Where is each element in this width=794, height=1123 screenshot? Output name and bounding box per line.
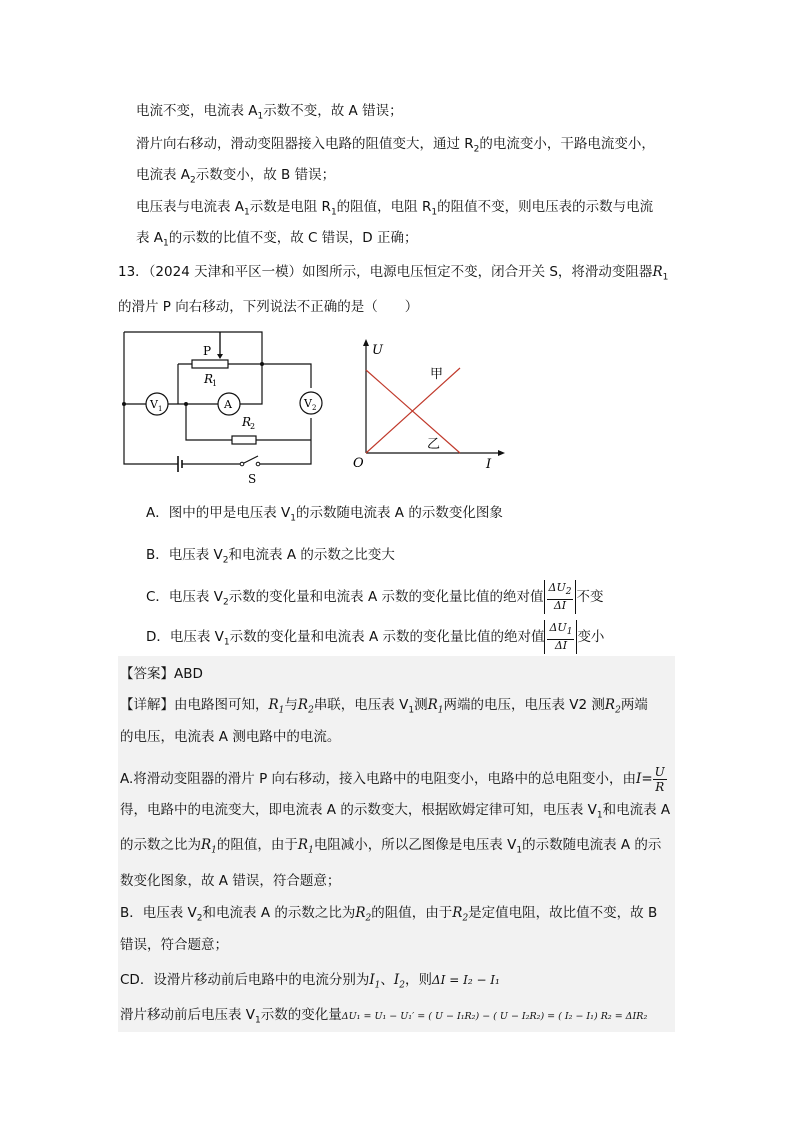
origin-label: O [353, 456, 364, 471]
question-line-2: 的滑片 P 向右移动，下列说法不正确的是（ ） [118, 299, 419, 315]
axis-u-label: U [372, 343, 383, 358]
question-line-1: 13．（2024 天津和平区一模）如图所示，电源电压恒定不变，闭合开关 S，将滑动变阻器$R_1$ [118, 264, 669, 283]
ui-graph [350, 338, 510, 473]
option-b: B．电压表 $V_2$和电流表 A 的示数之比变大 [146, 547, 395, 566]
prev-line-1: 电流不变，电流表 $A_1$示数不变，故 A 错误； [136, 103, 403, 122]
detail-a-line-4: 数变化图象，故 A 错误，符合题意； [120, 873, 341, 889]
detail-a-line-1: A.将滑动变阻器的滑片 P 向右移动，接入电路中的电阻变小，电路中的总电阻变小，由I= $\frac{U}{R}$ [120, 764, 665, 794]
rheostat-r1 [192, 360, 228, 368]
prev-line-3: 电流表 $A_2$示数变小，故 B 错误； [136, 167, 336, 186]
detail-a-line-2: 得，电路中的电流变大，即电流表 A 的示数变大，根据欧姆定律可知，电压表 $V_1$和电流表 A [120, 802, 671, 821]
resistor-r2 [232, 436, 256, 444]
axis-i-label: I [486, 457, 492, 472]
switch-label: S [248, 472, 257, 486]
v1-sub: 1 [158, 405, 163, 413]
detail-line-1: 【详解】由电路图可知，$R_1$与$R_2$串联，电压表 $V_1$测$R_1$两端的电压，电压表 V2 测$R_2$两端 [120, 697, 648, 716]
circuit-diagram [118, 328, 328, 488]
abs-fraction-c: $\frac{\Delta U_2}{\Delta I}$ [544, 580, 577, 614]
detail-b-line-2: 错误，符合题意； [120, 937, 228, 953]
detail-cd-line-2: 滑片移动前后电压表 $V_1$示数的变化量ΔU₁ = U₁ − U₁′ = ( U − I₁R₂) − ( U − I₂R₂) = ( I₂ − I₁) R₂ = ΔIR₂ [120, 1007, 648, 1026]
a-label: A [224, 398, 232, 411]
answer-label: 【答案】ABD [120, 666, 203, 682]
jia-label: 甲 [430, 367, 444, 382]
abs-fraction-d: $\frac{\Delta U_1}{\Delta I}$ [544, 620, 577, 654]
v1-label: V [150, 398, 158, 411]
prev-line-5: 表 $A_1$的示数的比值不变，故 C 错误，D 正确； [136, 230, 418, 249]
r2-sub: 2 [250, 422, 256, 431]
prev-line-2: 滑片向右移动，滑动变阻器接入电路的阻值变大，通过 $R_2$的电流变小，干路电流变小， [136, 136, 655, 155]
option-d: D．电压表 $V_1$示数的变化量和电流表 A 示数的变化量比值的绝对值 $\frac{\Delta U_1}{\Delta I}$ 变小 [146, 619, 604, 661]
prev-line-4: 电压表与电流表 $A_1$示数是电阻 $R_1$的阻值，电阻 $R_1$的阻值不变，则电压表的示数与电流 [136, 199, 654, 218]
slider-label: P [203, 344, 212, 358]
r1-sub: 1 [212, 379, 218, 388]
detail-a-line-3: 的示数之比为$R_1$的阻值，由于$R_1$电阻减小，所以乙图像是电压表 $V_1$的示数随电流表 A 的示 [120, 837, 662, 856]
r2-label: R [242, 415, 252, 429]
r1-label: R [204, 372, 214, 386]
detail-cd-line-1: CD．设滑片移动前后电路中的电流分别为$I_1$、$I_2$，则ΔI = I₂ − I₁ [120, 972, 500, 991]
detail-b-line-1: B．电压表 $V_2$和电流表 A 的示数之比为$R_2$的阻值，由于$R_2$是定值电阻，故比值不变，故 B [120, 905, 658, 924]
yi-label: 乙 [427, 437, 441, 452]
option-c: C．电压表 $V_2$示数的变化量和电流表 A 示数的变化量比值的绝对值 $\frac{\Delta U_2}{\Delta I}$ 不变 [146, 579, 603, 621]
detail-line-2: 的电压，电流表 A 测电路中的电流。 [120, 729, 341, 745]
option-a: A．图中的甲是电压表 $V_1$的示数随电流表 A 的示数变化图象 [146, 505, 503, 524]
v2-sub: 2 [312, 404, 317, 412]
v2-label: V [304, 397, 312, 410]
